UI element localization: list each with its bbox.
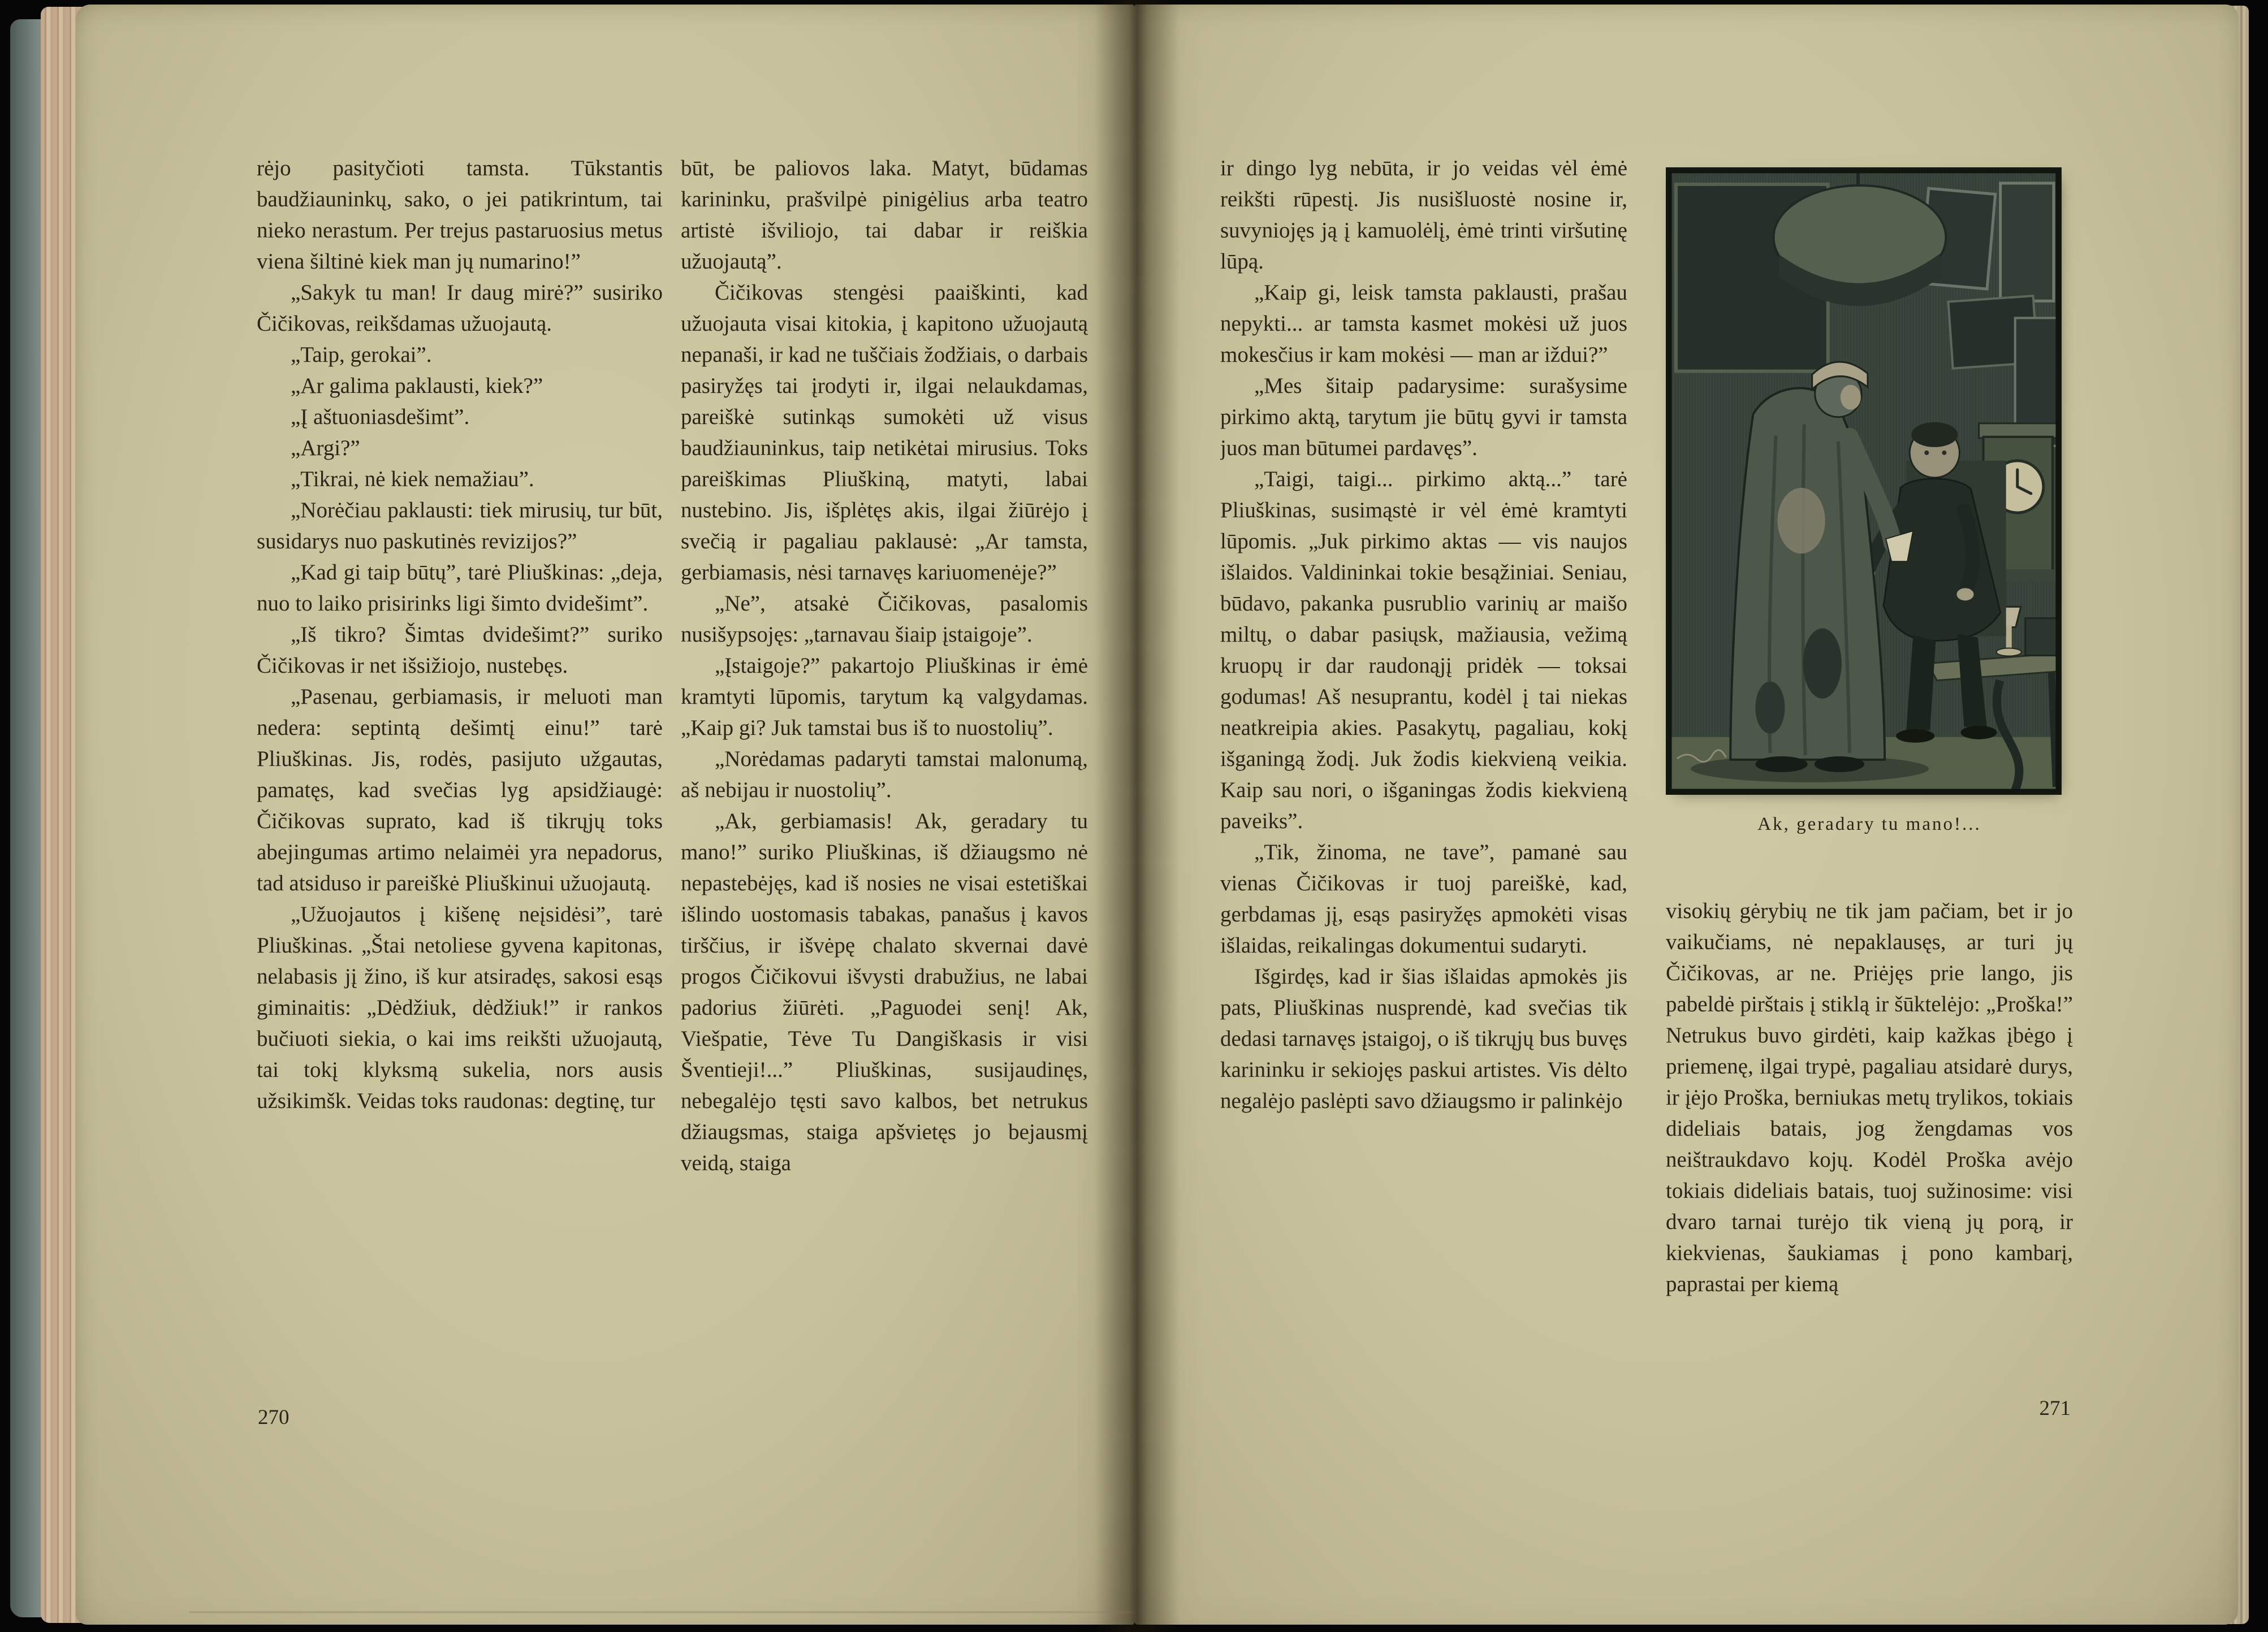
- right-page-column-2: [1666, 895, 2073, 1418]
- paragraph: „Užuojautos į kišenę neįsidėsi”, tarė Pliuškinas. „Štai netoliese gyvena kapitonas, nelabasis jį žino, iš kur atsiradęs, sakosi esąs giminaitis: „Dėdžiuk, dėdžiuk!” ir rankos bučiuoti siekia, o kai ims reikšti užuojautą, tai tokį klyksmą sukelia, nors ausis užsikimšk. Veidas toks raudonas: degtinę, tur: [257, 902, 663, 1113]
- illustration-plate: [1668, 170, 2059, 793]
- page-number-271: 271: [2039, 1397, 2071, 1420]
- paragraph: „Norėčiau paklausti: tiek mirusių, tur būt, susidarys nuo paskutinės revizijos?”: [257, 498, 663, 553]
- paragraph: ir dingo lyg nebūta, ir jo veidas vėl ėmė reikšti rūpestį. Jis nusišluostė nosine ir, suvyniojęs ją į kamuolėlį, ėmė trinti viršutinę lūpą.: [1220, 156, 1627, 274]
- paragraph: Čičikovas stengėsi paaiškinti, kad užuojauta visai kitokia, į kapitono užuojautą nepanaši, ir kad ne tuščiais žodžiais, o darbais pasiryžęs tai įrodyti ir, ilgai nelaukdamas, pareiškė sutinkąs sumokėti už visus baudžiauninkus, taip netikėtai mirusius. Toks pareiškimas Pliuškiną, matyti, labai nustebino. Jis, išplėtęs akis, ilgai žiūrėjo į svečią ir pagaliau paklausė: „Ar tamsta, gerbiamasis, nėsi tarnavęs kariuomenėje?”: [681, 280, 1088, 585]
- page-270: [76, 5, 1134, 1625]
- paragraph: „Pasenau, gerbiamasis, ir meluoti man nedera: septintą dešimtį einu!” tarė Pliuškinas. Jis, rodės, pasijuto užgautas, pamatęs, kad svečias lyg apsidžiaugė: Čičikovas suprato, kad iš tikrųjų toks abejingumas artimo nelaimėi yra nepadorus, tad atsiduso ir pareiškė Pliuškinui užuojautą.: [257, 685, 663, 895]
- paragraph: „Ar galima paklausti, kiek?”: [291, 374, 543, 398]
- paragraph: Išgirdęs, kad ir šias išlaidas apmokės jis pats, Pliuškinas nusprendė, kad svečias tik dedasi tarnavęs įstaigoj, o iš tikrųjų bus buvęs karininku ir sekiojęs paskui artistes. Vis dėlto negalėjo paslėpti savo džiaugsmo ir palinkėjo: [1220, 964, 1627, 1113]
- paragraph: „Taip, gerokai”.: [291, 343, 432, 367]
- paragraph: rėjo pasityčioti tamsta. Tūkstantis baudžiauninkų, sako, o jei patikrintum, tai nieko nerastum. Per trejus pastaruosius metus viena šiltinė kiek man jų numarino!”: [257, 156, 663, 274]
- paragraph: „Kad gi taip būtų”, tarė Pliuškinas: „deja, nuo to laiko prisirinks ligi šimto dvidešimt”.: [257, 560, 663, 616]
- paragraph: „Norėdamas padaryti tamstai malonumą, aš nebijau ir nuostolių”.: [681, 747, 1088, 802]
- paragraph: „Ne”, atsakė Čičikovas, pasalomis nusišypsojęs: „tarnavau šiaip įstaigoje”.: [681, 591, 1088, 647]
- paragraph: „Į aštuoniasdešimt”.: [291, 405, 470, 429]
- paragraph: visokių gėrybių ne tik jam pačiam, bet ir jo vaikučiams, nė nepaklausęs, ar turi jų Čičikovas, ar ne. Priėjęs prie lango, jis pabeldė pirštais į stiklą ir šūktelėjo: „Proška!” Netrukus buvo girdėti, kaip kažkas įbėgo į priemenę, ilgai trypė, pagaliau atsidarė durys, ir įėjo Proška, berniukas metų trylikos, tokiais dideliais batais, jog žengdamas vos neištraukdavo kojų. Kodėl Proška avėjo tokiais dideliais batais, tuoj sužinosime: visi dvaro tarnai turėjo tik vieną jų porą, ir kiekvienas, šaukiamas į pono kambarį, paprastai per kiemą: [1666, 899, 2073, 1296]
- paragraph: „Taigi, taigi... pirkimo aktą...” tarė Pliuškinas, susimąstė ir vėl ėmė kramtyti lūpomis. „Juk pirkimo aktas — vis naujos išlaidos. Valdininkai tokie besąžiniai. Seniau, būdavo, pakanka pusrublio varinių ar maišo miltų, o dabar pasiųsk, mažiausia, vežimą kruopų ir dar raudonąjį pridėk — toksai godumas! Aš nesuprantu, kodėl į tai niekas neatkreipia akies. Pasakytų, pagaliau, kokį išganingą žodį. Juk žodis kiekvieną veikia. Kaip sau nori, o išganingas žodis kiekvieną paveiks”.: [1220, 467, 1627, 833]
- illustration-pliushkin-chichikov: [1668, 170, 2059, 793]
- paragraph: „Sakyk tu man! Ir daug mirė?” susiriko Čičikovas, reikšdamas užuojautą.: [257, 280, 663, 336]
- paragraph: „Įstaigoje?” pakartojo Pliuškinas ir ėmė kramtyti lūpomis, tarytum ką valgydamas. „Kaip gi? Juk tamstai bus iš to nuostolių”.: [681, 653, 1088, 740]
- page-271: [1134, 5, 2238, 1625]
- underlying-page-edge: [189, 1611, 1150, 1613]
- paragraph: „Tikrai, nė kiek nemažiau”.: [291, 467, 534, 491]
- illustration-caption: Ak, geradary tu mano!...: [1757, 814, 1981, 834]
- left-page-column-1: [257, 153, 663, 1413]
- paragraph: „Mes šitaip padarysime: surašysime pirkimo aktą, tarytum jie būtų gyvi ir tamsta juos man būtumei pardavęs”.: [1220, 374, 1627, 460]
- page-number-270: 270: [258, 1406, 290, 1429]
- paragraph: „Ak, gerbiamasis! Ak, geradary tu mano!” suriko Pliuškinas, iš džiaugsmo nė nepastebėjęs, kad iš nosies ne visai estetiškai išlindo uostomasis tabakas, panašus į kavos tirščius, ir išvėpę chalato skvernai davė progos Čičikovui išvysti drabužius, ne labai padorius žiūrėti. „Paguodei senį! Ak, Viešpatie, Tėve Tu Dangiškasis ir visi Šventieji!...” Pliuškinas, susijaudinęs, nebegalėjo tęsti savo kalbos, bet netrukus džiaugsmas, staiga apšvietęs jo bejausmį veidą, staiga: [681, 809, 1088, 1175]
- paragraph: „Argi?”: [291, 436, 360, 460]
- paragraph: „Tik, žinoma, ne tave”, pamanė sau vienas Čičikovas ir tuoj pareiškė, kad, gerbdamas jį, esąs pasiryžęs apmokėti visas išlaidas, reikalingas dokumentui sudaryti.: [1220, 840, 1627, 958]
- right-page-column-1: [1220, 153, 1627, 1413]
- left-page-column-2: [681, 153, 1088, 1413]
- book-gutter-shadow: [1095, 0, 1180, 1632]
- paragraph: „Kaip gi, leisk tamsta paklausti, prašau nepykti... ar tamsta kasmet mokėsi už juos mokesčius ir kam mokėsi — man ar iždui?”: [1220, 280, 1627, 367]
- paragraph: būt, be paliovos laka. Matyt, būdamas karininku, prašvilpė pinigėlius arba teatro artistė išviliojo, tai dabar ir reiškia užuojautą”.: [681, 156, 1088, 274]
- paragraph: „Iš tikro? Šimtas dvidešimt?” suriko Čičikovas ir net išsižiojo, nustebęs.: [257, 622, 663, 678]
